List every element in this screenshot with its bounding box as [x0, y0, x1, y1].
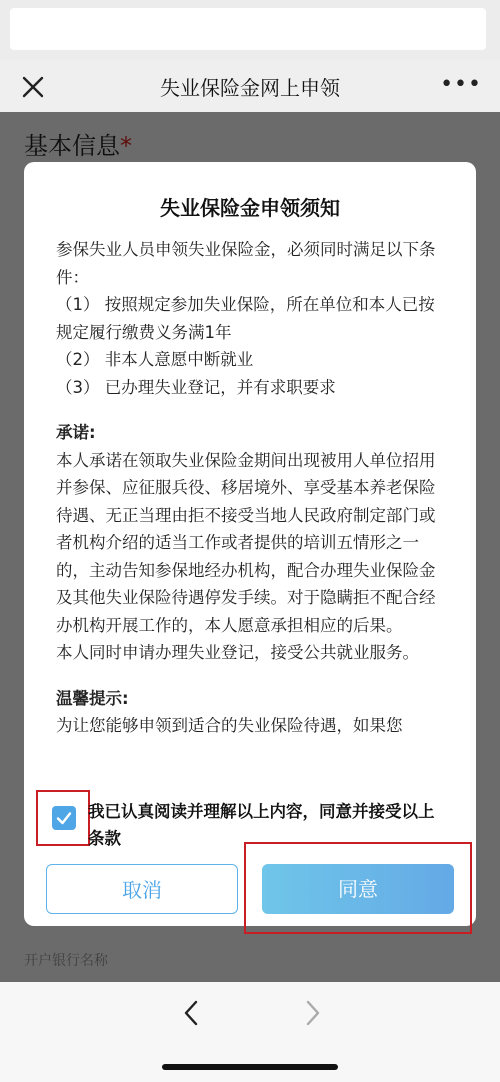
- status-area: [0, 0, 500, 60]
- condition-item: （1） 按照规定参加失业保险，所在单位和本人已按规定履行缴费义务满1年: [56, 295, 435, 342]
- close-icon[interactable]: [20, 74, 46, 100]
- browser-toolbar: [0, 982, 500, 1082]
- cancel-button[interactable]: 取消: [46, 864, 238, 914]
- modal-title: 失业保险金申领须知: [160, 196, 340, 220]
- agree-label[interactable]: 我已认真阅读并理解以上内容，同意并接受以上条款: [88, 802, 435, 848]
- promise-text-2: 本人同时申请办理失业登记，接受公共就业服务。: [56, 643, 419, 662]
- chevron-right-icon[interactable]: [302, 996, 324, 1030]
- condition-item: （2） 非本人意愿中断就业: [56, 350, 254, 369]
- condition-item: （3） 已办理失业登记，并有求职要求: [56, 377, 336, 397]
- chevron-left-icon[interactable]: [180, 996, 202, 1030]
- highlight-box: [244, 842, 472, 934]
- status-bar: [10, 8, 486, 50]
- more-icon[interactable]: •••: [440, 72, 482, 97]
- intro-text: 参保失业人员申领失业保险金，必须同时满足以下条件：: [56, 240, 436, 287]
- page-title: 失业保险金网上申领: [160, 76, 340, 100]
- spacer: [56, 401, 450, 419]
- tip-text: 为让您能够申领到适合的失业保险待遇，如果您: [56, 716, 403, 735]
- spacer: [56, 667, 450, 685]
- agree-button[interactable]: 同意: [262, 864, 454, 914]
- promise-text: 本人承诺在领取失业保险金期间出现被用人单位招用并参保、应征服兵役、移居境外、享受基本养老保险待遇、无正当理由拒不接受当地人民政府制定部门或者机构介绍的适当工作或者提供的培训五情形之一的，主动告知参保地经办机构，配合办理失业保险金及其他失业保险待遇停发手续。对于隐瞒拒不配合经办机构开展工作的，本人愿意承担相应的后果。: [56, 450, 436, 635]
- highlight-box: [36, 790, 90, 846]
- modal-body[interactable]: [56, 236, 450, 781]
- home-indicator: [162, 1064, 338, 1070]
- tip-heading: 温馨提示:: [56, 688, 129, 708]
- navbar: [0, 60, 500, 112]
- promise-heading: 承诺:: [56, 423, 96, 442]
- notice-modal: [24, 162, 476, 926]
